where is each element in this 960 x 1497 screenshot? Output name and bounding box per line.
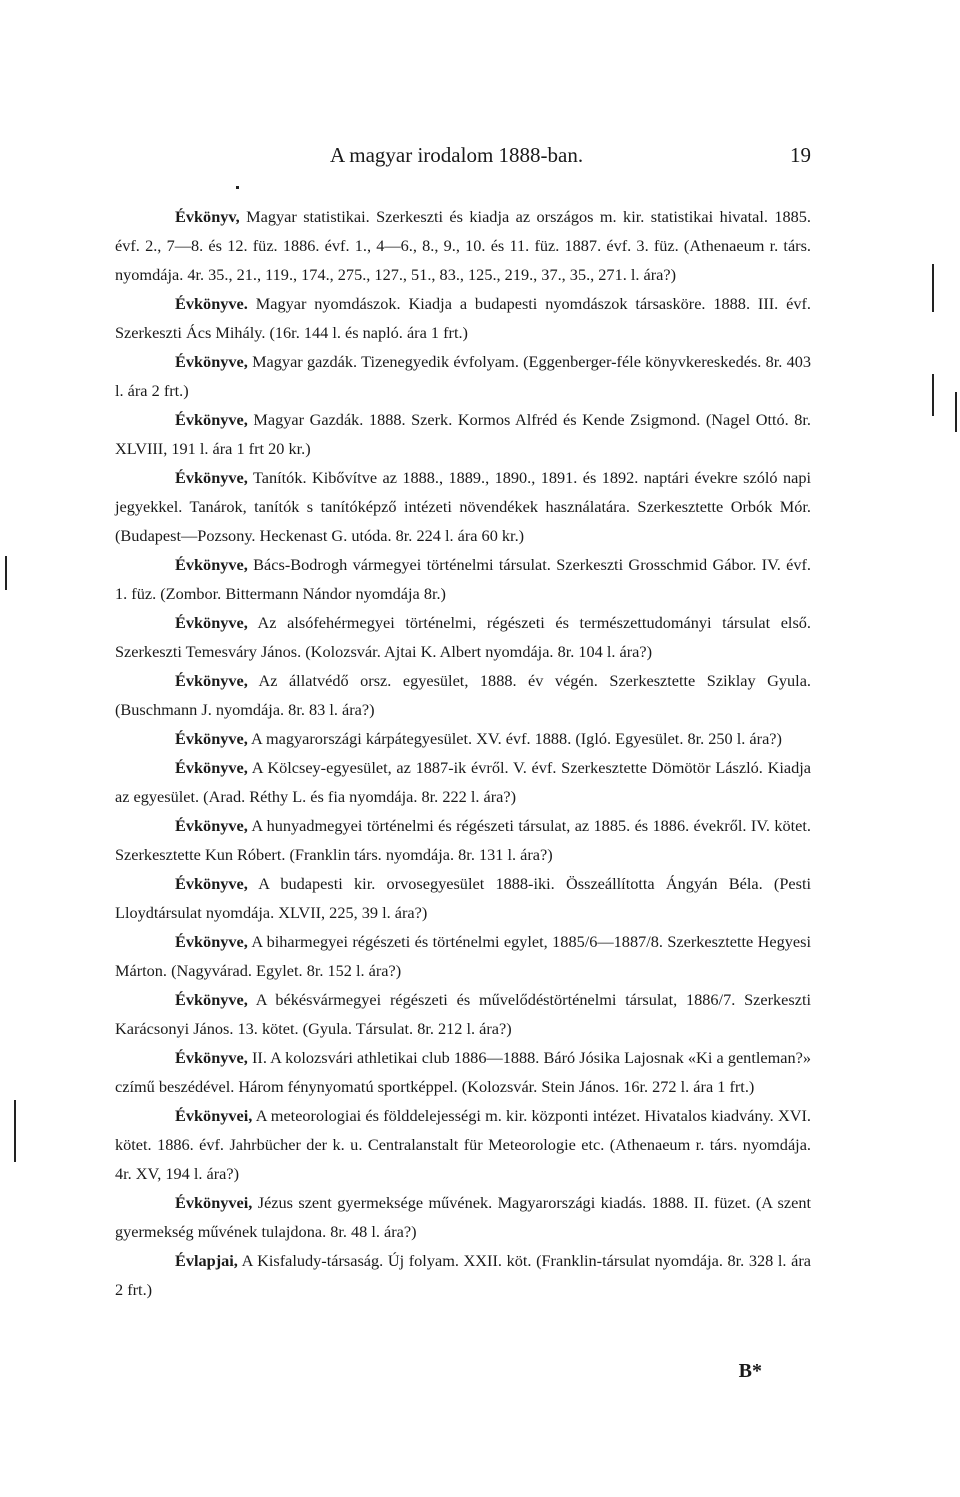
entry-text: Magyar statistikai. Szerkeszti és kiadja az országos m. kir. statistikai hivatal. 1885. évf. 2., 7—8. és 12. füz. 1886. évf. 1., 4—6., 8., 9., 10. és 11. füz. 1887. évf. 3. füz. (Athenaeum r. társ. nyomdája. 4r. 35., 21., 119., 174., 275., 127., 51., 83., 125., 219., 37., 35., 271. l. ára?): [115, 207, 811, 284]
bib-entry: [115, 463, 811, 550]
entry-text: Jézus szent gyermeksége művének. Magyarországi kiadás. 1888. II. füzet. (A szent gyermekség művének tulajdona. 8r. 48 l. ára?): [115, 1193, 811, 1241]
bib-entry: [115, 550, 811, 608]
bib-entry: [115, 985, 811, 1043]
scan-margin-line: [932, 264, 934, 312]
entry-text: A hunyadmegyei történelmi és régészeti társulat, az 1885. és 1886. évekről. IV. kötet. Szerkesztette Kun Róbert. (Franklin társ. nyomdája. 8r. 131 l. ára?): [115, 816, 811, 864]
entry-text: Az állatvédő orsz. egyesület, 1888. év végén. Szerkesztette Sziklay Gyula. (Buschmann J. nyomdája. 8r. 83 l. ára?): [115, 671, 811, 719]
entry-text: Magyar Gazdák. 1888. Szerk. Kormos Alfréd és Kende Zsigmond. (Nagel Ottó. 8r. XLVIII, 191 l. ára 1 frt 20 kr.): [115, 410, 811, 458]
page-number: 19: [790, 143, 811, 167]
entry-text: Magyar nyomdászok. Kiadja a budapesti nyomdászok társasköre. 1888. III. évf. Szerkeszti Ács Mihály. (16r. 144 l. és napló. ára 1 frt.): [115, 294, 811, 342]
entry-keyword: Évkönyve,: [175, 1048, 248, 1067]
running-header: [115, 143, 811, 175]
bib-entry: [115, 1101, 811, 1188]
entry-keyword: Évkönyve.: [175, 294, 248, 313]
bib-entry: [115, 608, 811, 666]
bib-entry: [115, 1246, 811, 1304]
entry-keyword: Évkönyvei,: [175, 1106, 253, 1125]
entry-text: A budapesti kir. orvosegyesület 1888-iki. Összeállította Ángyán Béla. (Pesti Lloydtársulat nyomdája. XLVII, 225, 39 l. ára?): [115, 874, 811, 922]
entry-keyword: Évkönyv,: [175, 207, 240, 226]
entry-keyword: Évkönyve,: [175, 729, 248, 748]
entry-keyword: Évkönyve,: [175, 990, 248, 1009]
signature-mark: B*: [738, 1360, 762, 1382]
entry-text: Bács-Bodrogh vármegyei történelmi társulat. Szerkeszti Grosschmid Gábor. IV. évf. 1. füz. (Zombor. Bittermann Nándor nyomdája 8r.): [115, 555, 811, 603]
bib-entry: [115, 289, 811, 347]
bib-entry: [115, 347, 811, 405]
bib-entry: [115, 202, 811, 289]
entry-text: A magyarországi kárpátegyesület. XV. évf. 1888. (Igló. Egyesület. 8r. 250 l. ára?): [247, 729, 782, 748]
bib-entry: [115, 869, 811, 927]
entry-keyword: Évkönyve,: [175, 758, 248, 777]
entry-keyword: Évkönyve,: [175, 874, 248, 893]
entry-text: Az alsófehérmegyei történelmi, régészeti és természettudományi társulat első. Szerkeszti Temesváry János. (Kolozsvár. Ajtai K. Albert nyomdája. 8r. 104 l. ára?): [115, 613, 811, 661]
entry-keyword: Évkönyve,: [175, 352, 248, 371]
entry-text: A Kölcsey-egyesület, az 1887-ik évről. V. évf. Szerkesztette Dömötör László. Kiadja az egyesület. (Arad. Réthy L. és fia nyomdája. 8r. 222 l. ára?): [115, 758, 811, 806]
bib-entry: [115, 1188, 811, 1246]
entry-text: II. A kolozsvári athletikai club 1886—1888. Báró Jósika Lajosnak «Ki a gentleman?» czímű beszédével. Három fénynyomatú sportképpel. (Kolozsvár. Stein János. 16r. 272 l. ára 1 frt.): [115, 1048, 811, 1096]
bib-entry: [115, 1043, 811, 1101]
entry-keyword: Évkönyve,: [175, 410, 248, 429]
entry-keyword: Évkönyve,: [175, 932, 248, 951]
entry-text: Magyar gazdák. Tizenegyedik évfolyam. (Eggenberger-féle könyvkereskedés. 8r. 403 l. ára 2 frt.): [115, 352, 811, 400]
bib-entry: [115, 927, 811, 985]
bib-entry: [115, 724, 811, 753]
header-title: A magyar irodalom 1888-ban.: [330, 143, 584, 167]
scan-margin-line: [5, 556, 7, 590]
scan-margin-line: [14, 1100, 16, 1162]
entry-keyword: Évkönyvei,: [175, 1193, 253, 1212]
bib-entry: [115, 753, 811, 811]
entry-keyword: Évkönyve,: [175, 555, 248, 574]
scan-margin-line: [932, 374, 934, 416]
bib-entry: [115, 811, 811, 869]
entry-text: A biharmegyei régészeti és történelmi egylet, 1885/6—1887/8. Szerkesztette Hegyesi Márton. (Nagyvárad. Egylet. 8r. 152 l. ára?): [115, 932, 811, 980]
entry-keyword: Évkönyve,: [175, 671, 248, 690]
entry-text: A Kisfaludy-társaság. Új folyam. XXII. köt. (Franklin-társulat nyomdája. 8r. 328 l. ára 2 frt.): [115, 1251, 811, 1299]
scan-margin-line: [955, 392, 957, 432]
entry-text: Tanítók. Kibővítve az 1888., 1889., 1890., 1891. és 1892. naptári évekre szóló napi jegyekkel. Tanárok, tanítók s tanítóképző intézeti növendékek használatára. Szerkesztette Orbók Mór. (Budapest—Pozsony. Heckenast G. utóda. 8r. 224 l. ára 60 kr.): [115, 468, 811, 545]
entry-text: A meteorologiai és földdelejességi m. kir. központi intézet. Hivatalos kiadvány. XVI. kötet. 1886. évf. Jahrbücher der k. u. Centralanstalt für Meteorologie etc. (Athenaeum r. társ. nyomdája. 4r. XV, 194 l. ára?): [115, 1106, 811, 1183]
entry-keyword: Évkönyve,: [175, 613, 248, 632]
scan-margin-dot: [236, 186, 239, 189]
bibliography-body: [115, 202, 811, 1304]
entry-text: A békésvármegyei régészeti és művelődéstörténelmi társulat, 1886/7. Szerkeszti Karácsonyi János. 13. kötet. (Gyula. Társulat. 8r. 212 l. ára?): [115, 990, 811, 1038]
entry-keyword: Évkönyve,: [175, 468, 248, 487]
entry-keyword: Évlapjai,: [175, 1251, 238, 1270]
entry-keyword: Évkönyve,: [175, 816, 248, 835]
bib-entry: [115, 666, 811, 724]
bib-entry: [115, 405, 811, 463]
